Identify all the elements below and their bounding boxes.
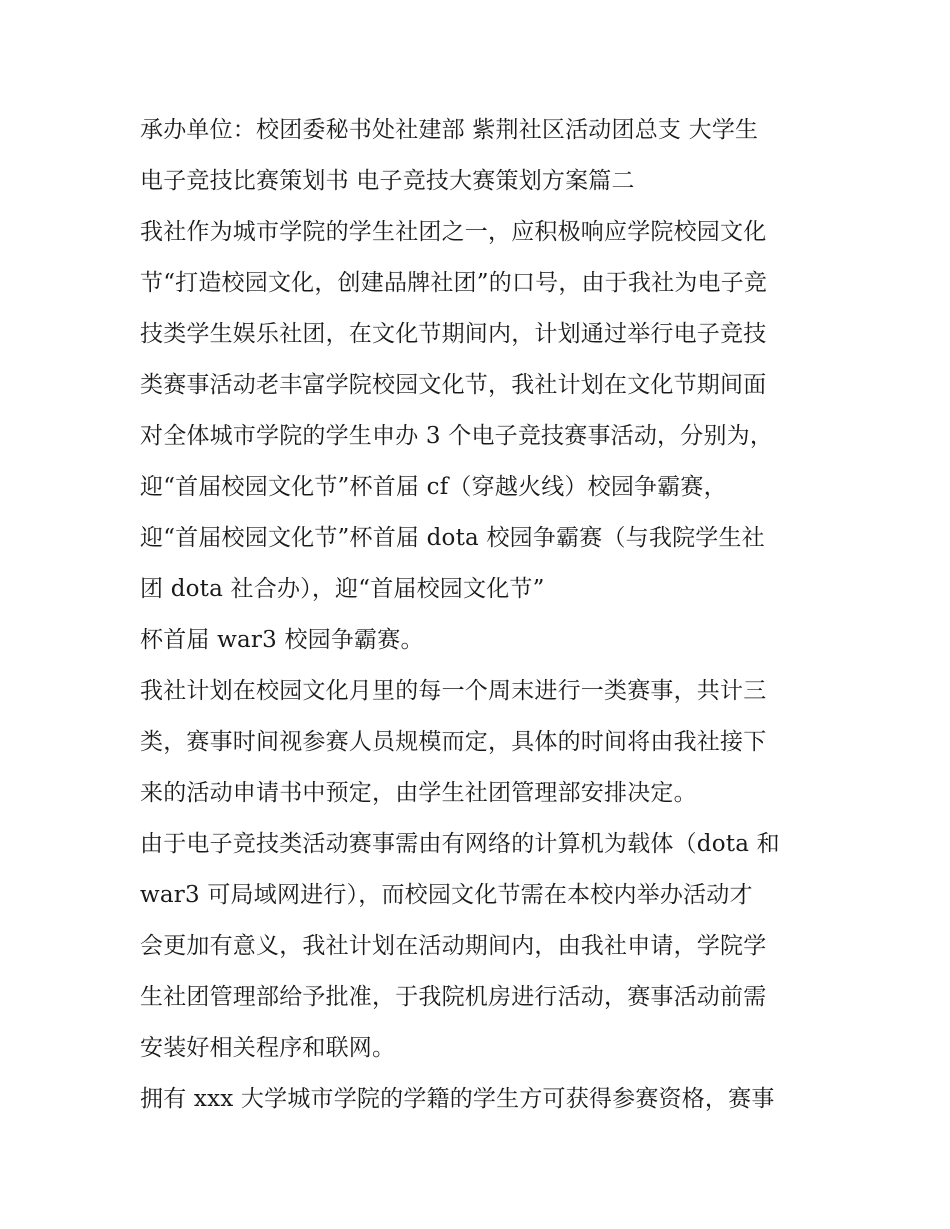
text-line: 节“打造校园文化，创建品牌社团”的口号，由于我社为电子竞 [140, 270, 768, 296]
text-line: 安装好相关程序和联网。 [140, 1035, 396, 1061]
text-line: 生社团管理部给予批准，于我院机房进行活动，赛事活动前需 [140, 984, 767, 1010]
text-line: 杯首届 war3 校园争霸赛。 [140, 627, 424, 653]
text-line: 由于电子竞技类活动赛事需由有网络的计算机为载体（dota 和 [140, 831, 780, 857]
text-line: war3 可局域网进行），而校园文化节需在本校内举办活动才 [140, 882, 753, 908]
text-line: 类，赛事时间视参赛人员规模而定，具体的时间将由我社接下 [140, 729, 767, 755]
text-line: 迎“首届校园文化节”杯首届 dota 校园争霸赛（与我院学生社 [140, 525, 765, 551]
document-body [140, 112, 820, 1132]
text-line: 承办单位：校团委秘书处社建部 紫荆社区活动团总支 大学生 [140, 117, 759, 143]
text-line: 拥有 xxx 大学城市学院的学籍的学生方可获得参赛资格，赛事 [140, 1086, 775, 1112]
text-line: 对全体城市学院的学生申办 3 个电子竞技赛事活动，分别为， [140, 423, 774, 449]
text-line: 电子竞技比赛策划书 电子竞技大赛策划方案篇二 [140, 168, 635, 194]
text-line: 我社计划在校园文化月里的每一个周末进行一类赛事，共计三 [140, 678, 767, 704]
text-line: 我社作为城市学院的学生社团之一，应积极响应学院校园文化 [140, 219, 767, 245]
text-line: 团 dota 社合办），迎“首届校园文化节” [140, 576, 545, 602]
text-line: 来的活动申请书中预定，由学生社团管理部安排决定。 [140, 780, 697, 806]
text-line: 迎“首届校园文化节”杯首届 cf（穿越火线）校园争霸赛， [140, 474, 727, 500]
text-line: 技类学生娱乐社团，在文化节期间内，计划通过举行电子竞技 [140, 321, 767, 347]
text-line: 类赛事活动老丰富学院校园文化节，我社计划在文化节期间面 [140, 372, 767, 398]
text-line: 会更加有意义，我社计划在活动期间内，由我社申请，学院学 [140, 933, 767, 959]
